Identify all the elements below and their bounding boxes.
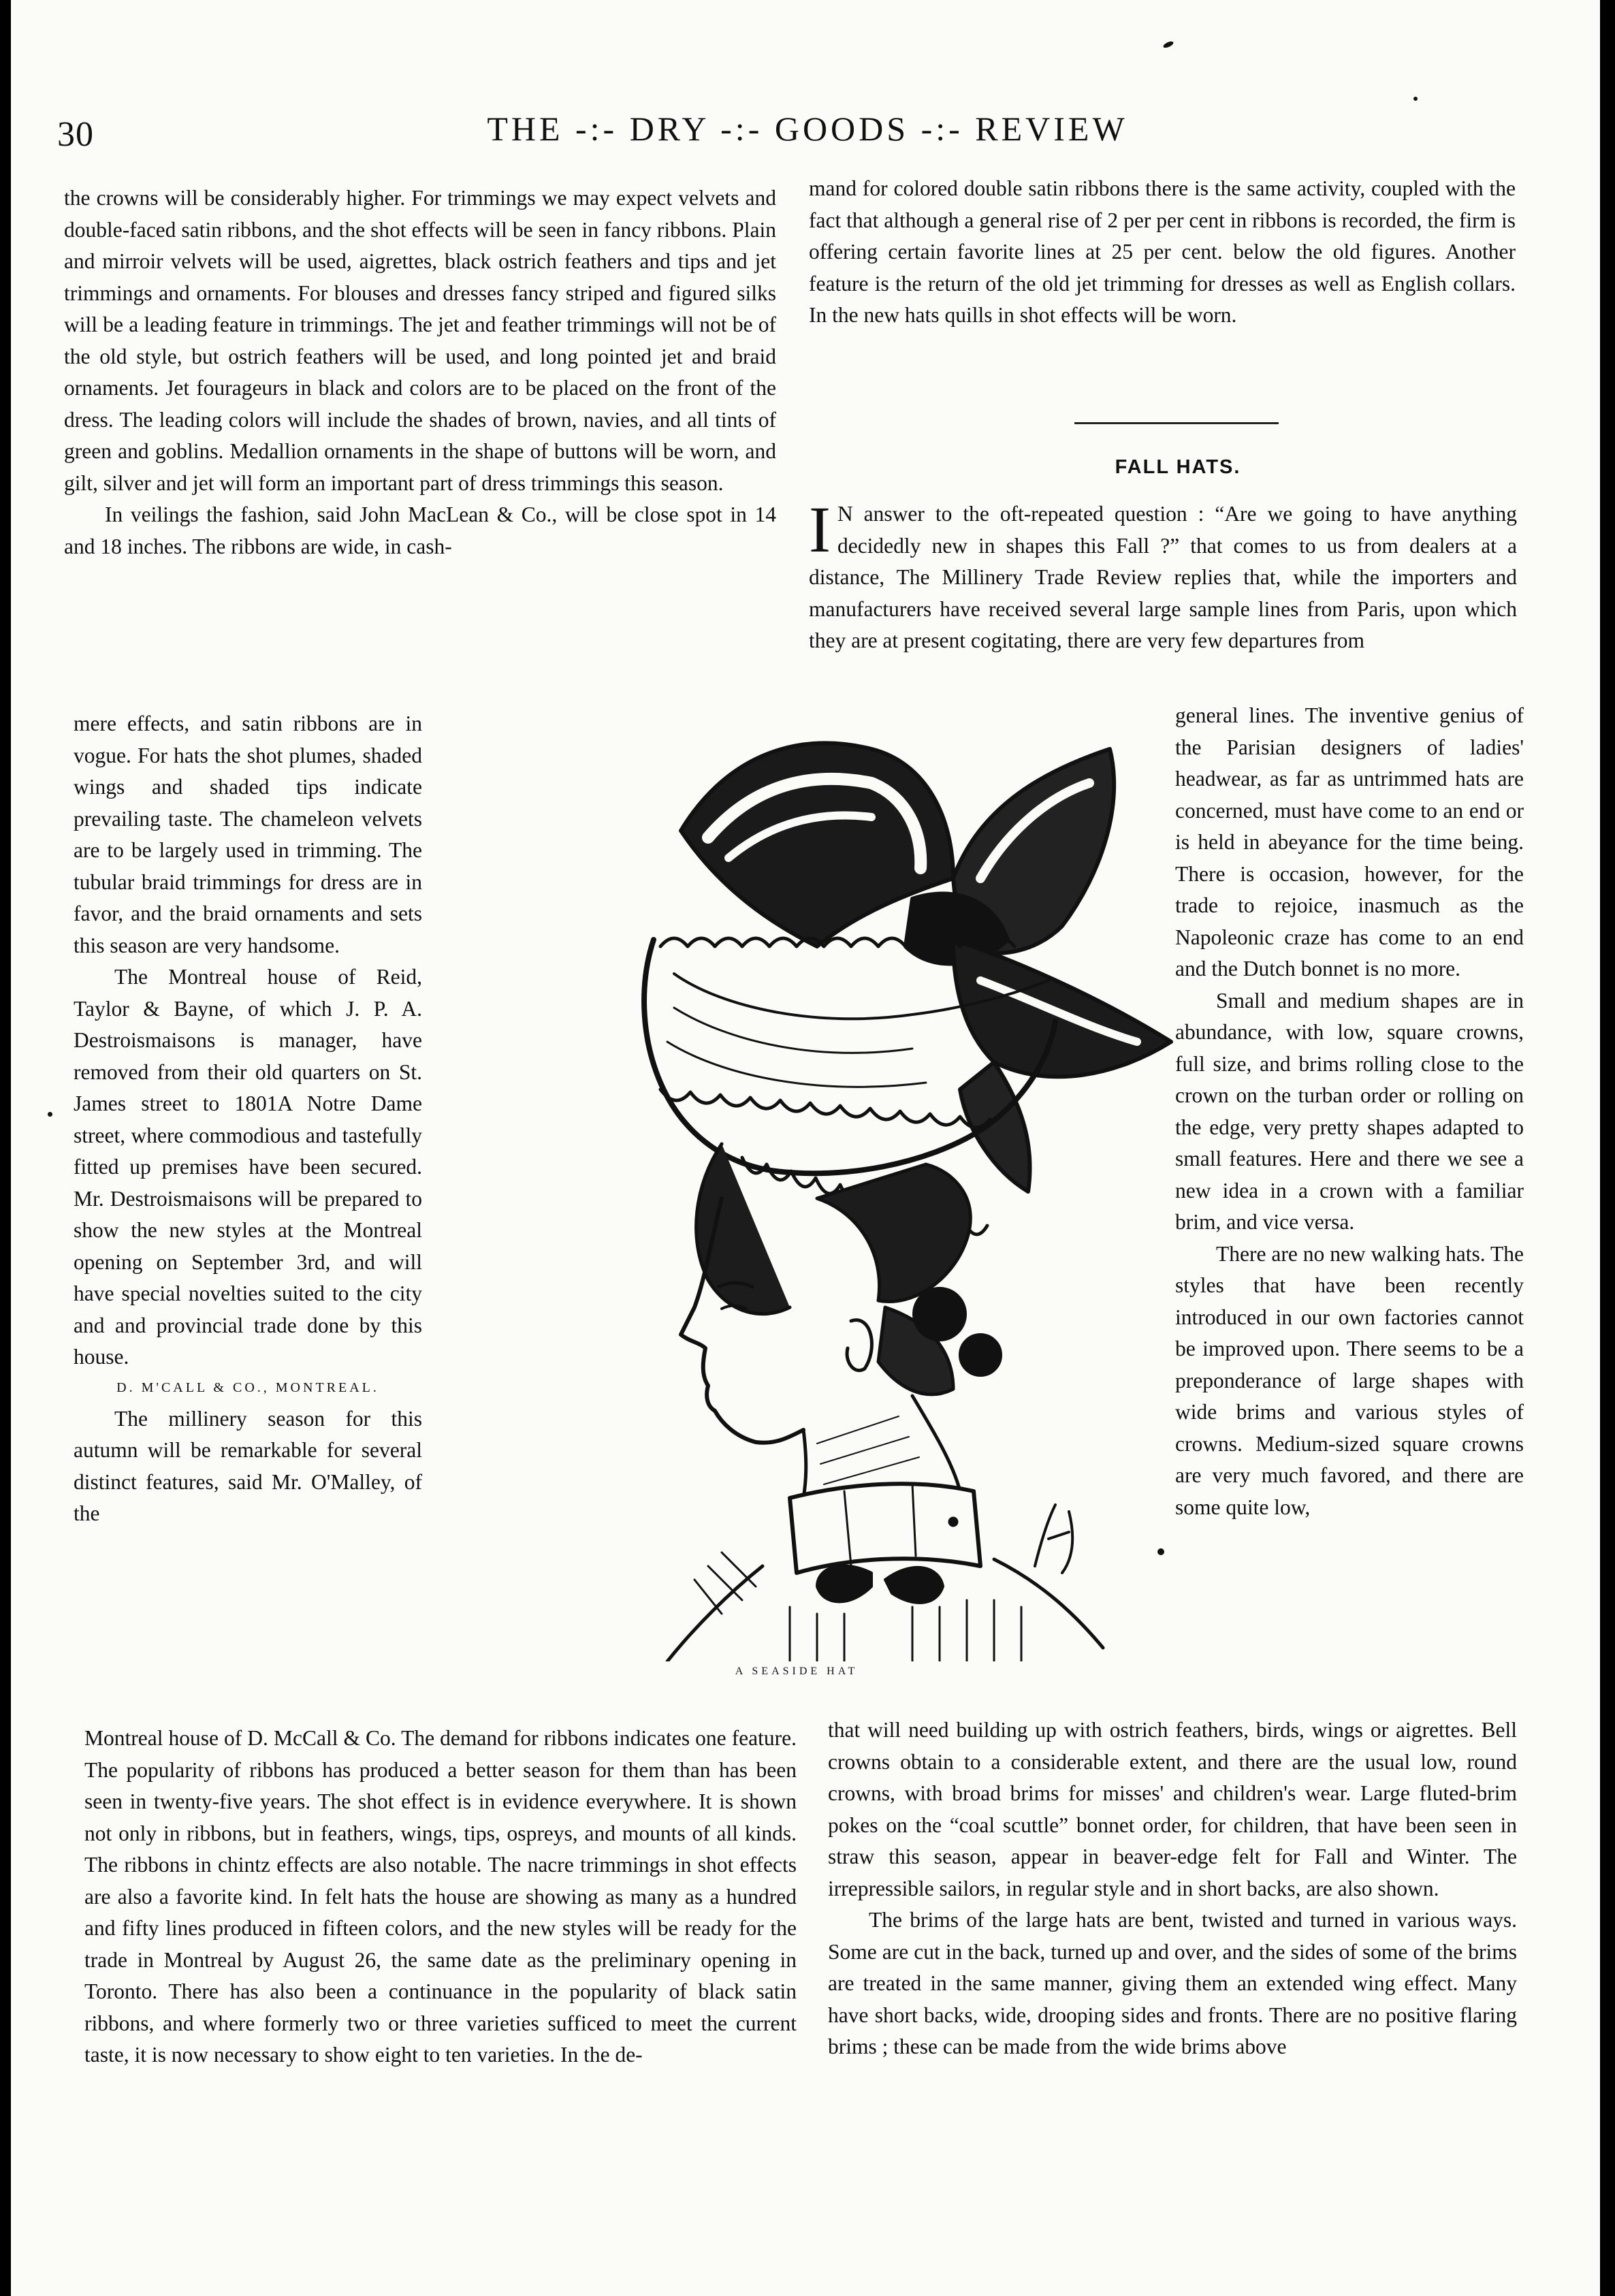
paragraph: In veilings the fashion, said John MacLean & Co., will be close spot in 14 and 18 inches. The ribbons are wide, in cash-: [64, 503, 776, 558]
scan-edge-left: [0, 0, 11, 2296]
paragraph: There are no new walking hats. The styles that have been recently introduced in our own factories cannot be improved upon. There seems to be a preponderance of large shapes with wide brims and various styles of crowns. Medium-sized square crowns are very much favored, and there are some quite low,: [1175, 1241, 1524, 1519]
scan-edge-right: [1600, 0, 1615, 2296]
right-column-top: [809, 173, 1516, 332]
paragraph: The brims of the large hats are bent, twisted and turned in various ways. Some are cut in the back, turned up and over, and the sides of some of the brims are treated in the same manner, giving them an extended wing effect. Many have short backs, wide, drooping sides and fronts. There are no positive flaring brims ; these can be made from the wide brims above: [828, 1908, 1517, 2058]
section-rule: [1074, 422, 1279, 424]
section-heading-mccall: D. M'CALL & CO., MONTREAL.: [116, 1380, 379, 1395]
left-column-bottom: [84, 1723, 797, 2071]
illustration-caption: A SEASIDE HAT: [735, 1665, 859, 1677]
section-heading-fall-hats: FALL HATS.: [1115, 456, 1241, 478]
left-column-top: [64, 182, 776, 562]
paragraph: The Montreal house of Reid, Taylor & Bayne, of which J. P. A. Destroismaisons is manager, have removed from their old quarters on St. James street to 1801A Notre Dame street, where commodious and tastefully fitted up premises have been secured. Mr. Destroismaisons will be prepared to show the new styles at the Montreal opening on September 3rd, and will have special novelties suited to the city and and provincial trade done by this house.: [74, 965, 422, 1369]
paragraph: [809, 493, 1517, 657]
scan-speck: [1162, 40, 1174, 49]
right-column-bottom: [828, 1715, 1517, 2063]
scan-speck: [48, 1112, 52, 1117]
seaside-hat-illustration: [436, 722, 1239, 1661]
paragraph: general lines. The inventive genius of the Parisian designers of ladies' headwear, as far as untrimmed hats are concerned, must have come to an end or is held in abeyance for the time being. There is occasion, however, for the trade to rejoice, inasmuch as the Napoleonic craze has come to an end and the Dutch bonnet is no more.: [1175, 703, 1524, 980]
left-column-narrow: [74, 708, 422, 1530]
fall-hats-intro: [809, 493, 1517, 657]
paragraph: mand for colored double satin ribbons there is the same activity, coupled with the fact that although a general rise of 2 per per cent in ribbons is recorded, the firm is offering certain favorite lines at 25 per cent. below the old figures. Another feature is the return of the old jet trimming for dresses as well as English collars. In the new hats quills in shot effects will be worn.: [809, 176, 1516, 327]
paragraph: Montreal house of D. McCall & Co. The demand for ribbons indicates one feature. The popularity of ribbons has produced a better season for them than has been seen in twenty-five years. The shot effect is in evidence everywhere. It is shown not only in ribbons, but in feathers, wings, tips, ospreys, and mounts of all kinds. The ribbons in chintz effects are also notable. The nacre trimmings in shot effects are also a favorite kind. In felt hats the house are showing as many as a hundred and fifty lines produced in fifteen colors, and the new styles will be ready for the trade in Montreal by August 26, the same date as the preliminary opening in Toronto. There has also been a continuance in the popularity of black satin ribbons, and where formerly two or three varieties sufficed to meet the current taste, it is now necessary to show eight to ten varieties. In the de-: [84, 1726, 797, 2067]
paragraph: Small and medium shapes are in abundance, with low, square crowns, full size, and brims rolling close to the crown on the turban order or rolling on the edge, very pretty shapes adapted to small features. Here and there we see a new idea in a crown with a familiar brim, and vice versa.: [1175, 988, 1524, 1234]
paragraph-text: N answer to the oft-repeated question : “Are we going to have anything decidedly new in shapes this Fall ?” that comes to us from dealers at a distance, The Millinery Trade Review replies that, while the importers and manufacturers have received several large sample lines from Paris, upon which they are at present cogitating, there are very few departures from: [809, 502, 1517, 652]
running-head: THE -:- DRY -:- GOODS -:- REVIEW: [487, 110, 1128, 148]
paragraph: the crowns will be considerably higher. For trimmings we may expect velvets and double-faced satin ribbons, and the shot effects will be seen in fancy ribbons. Plain and mirroir velvets will be used, aigrettes, black ostrich feathers and tips and jet trimmings and ornaments. For blouses and dresses fancy striped and figured silks will be a leading feature in trimmings. The jet and feather trimmings will not be of the old style, but ostrich feathers will be used, and long pointed jet and braid ornaments. Jet fourageurs in black and colors are to be placed on the front of the dress. The leading colors will include the shades of brown, navies, and all tints of green and goblins. Medallion ornaments in the shape of buttons will be worn, and gilt, silver and jet will form an important part of dress trimmings this season.: [64, 186, 776, 495]
page-number: 30: [57, 115, 94, 154]
paragraph: mere effects, and satin ribbons are in vogue. For hats the shot plumes, shaded wings and shaded tips indicate prevailing taste. The chameleon velvets are to be largely used in trimming. The tubular braid trimmings for dress are in favor, and the braid ornaments and sets this season are very handsome.: [74, 712, 422, 957]
drop-cap: I: [809, 493, 831, 566]
scan-speck: [1413, 97, 1418, 101]
paragraph: The millinery season for this autumn will be remarkable for several distinct features, said Mr. O'Malley, of the: [74, 1406, 422, 1525]
paragraph: that will need building up with ostrich feathers, birds, wings or aigrettes. Bell crowns obtain to a considerable extent, and there are the usual low, round crowns, with broad brims for misses' and children's wear. Large fluted-brim pokes on the “coal scuttle” bonnet order, for children, that have been seen in straw this season, appear in beaver-edge felt for Fall and Winter. The irrepressible sailors, in regular style and in short backs, are also shown.: [828, 1718, 1517, 1900]
